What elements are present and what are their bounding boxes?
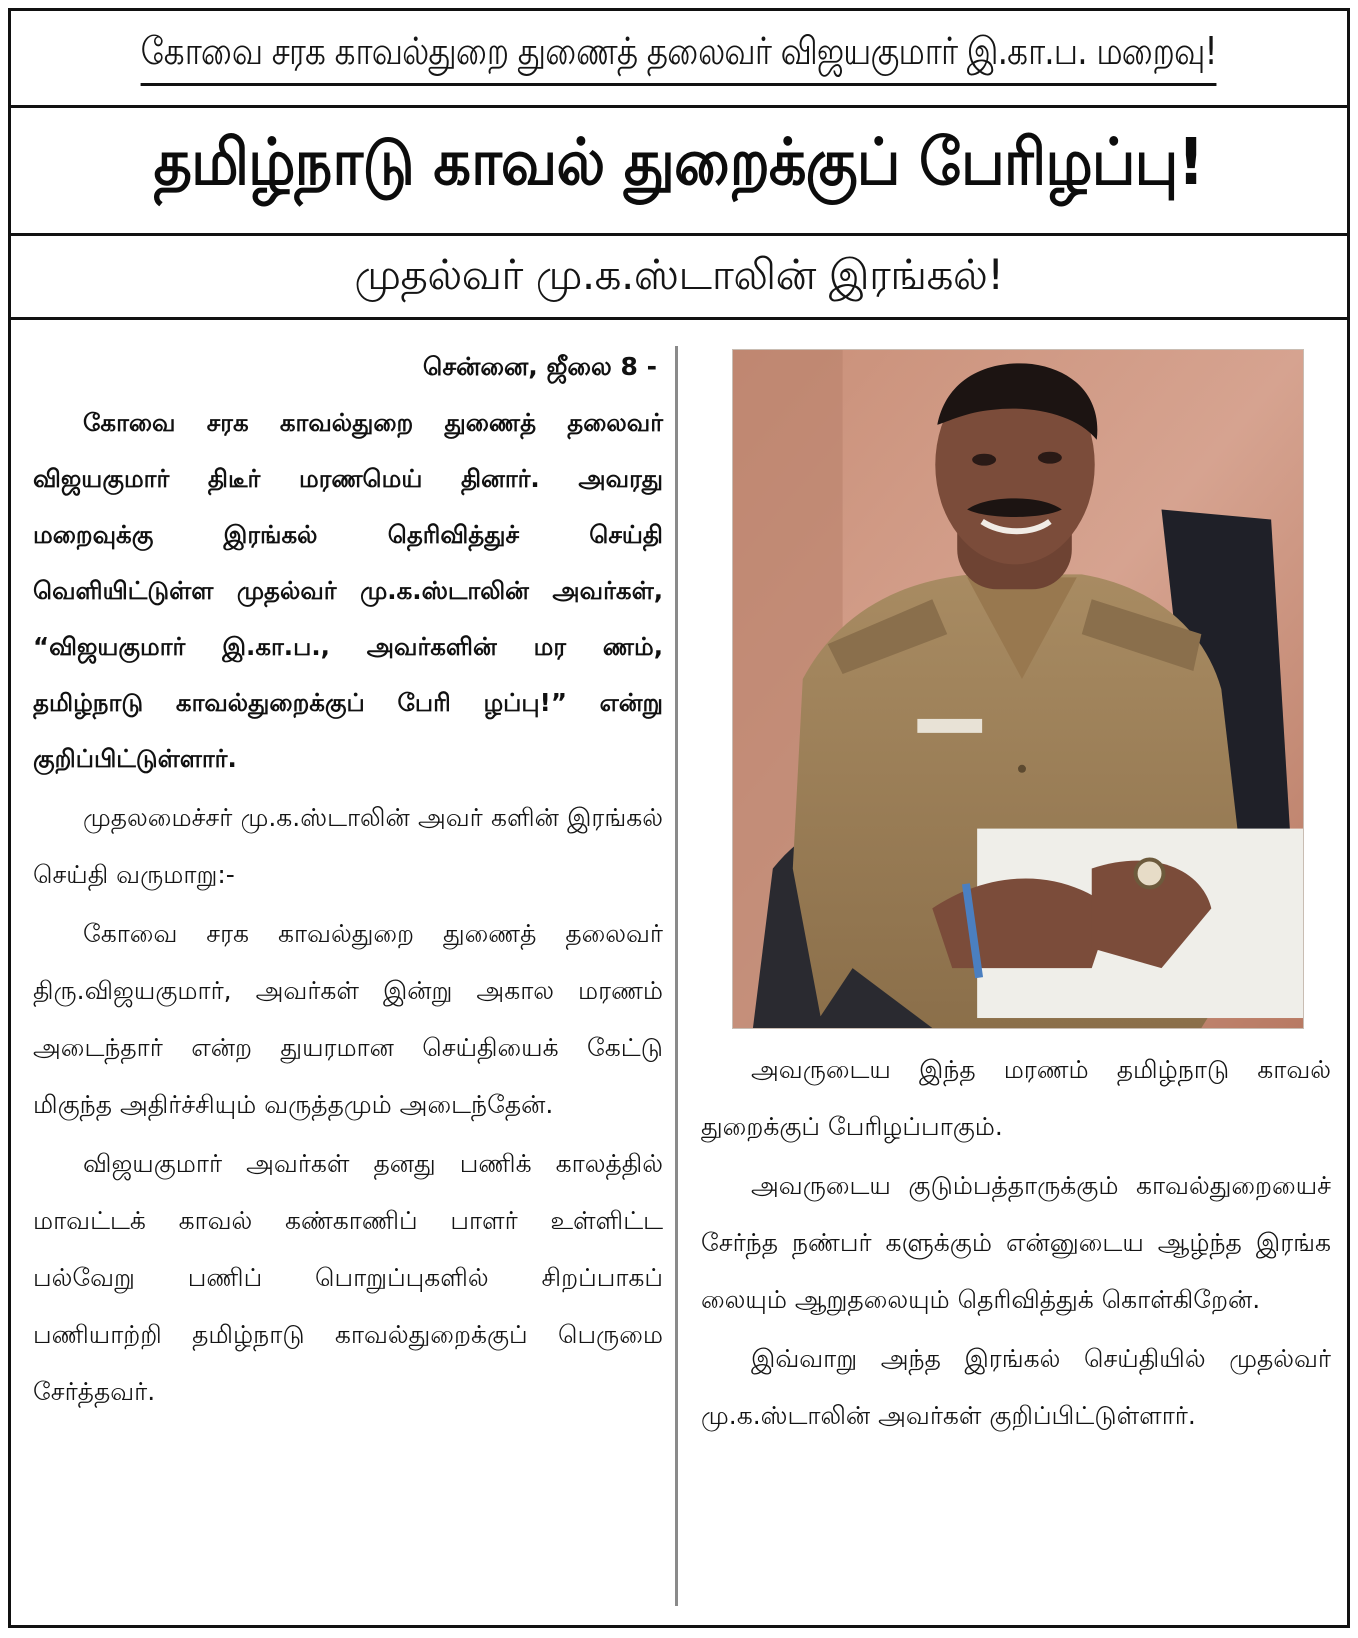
column-divider <box>675 346 678 1606</box>
left-column <box>33 339 663 1420</box>
subheadline: முதல்வர் மு.க.ஸ்டாலின் இரங்கல்! <box>354 249 1004 299</box>
officer-photo <box>732 349 1304 1029</box>
body-paragraph: இவ்வாறு அந்த இரங்கல் செய்தியில் முதல்வர் மு.க.ஸ்டாலின் அவர்கள் குறிப்பிட்டுள்ளார். <box>701 1344 1331 1430</box>
body-paragraph: கோவை சரக காவல்துறை துணைத் தலைவர் திரு.விஜயகுமார், அவர்கள் இன்று அகால மரணம் அடைந்தார் என்ற துயரமான செய்தியைக் கேட்டு மிகுந்த அதிர்ச்சியும் வருத்தமும் அடைந்தேன். <box>33 919 663 1119</box>
right-column-text <box>701 1039 1331 1444</box>
subheadline-band <box>11 237 1347 317</box>
headline-main: தமிழ்நாடு காவல் துறைக்குப் பேரிழப்பு! <box>154 126 1204 200</box>
body-paragraph: அவருடைய குடும்பத்தாருக்கும் காவல்துறையைச் சேர்ந்த நண்பர் களுக்கும் என்னுடைய ஆழ்ந்த இரங்க லையும் ஆறுதலையும் தெரிவித்துக் கொள்கிறேன். <box>701 1171 1331 1314</box>
headline-kicker-band <box>11 11 1347 103</box>
headline-main-band <box>11 107 1347 227</box>
divider-rule <box>11 233 1347 236</box>
dateline: சென்னை, ஜீலை 8 - <box>422 352 657 381</box>
lead-paragraph: கோவை சரக காவல்துறை துணைத் தலைவர் விஜயகுமார் திடீர் மரணமெய் தினார். அவரது மறைவுக்கு இரங்கல் தெரிவித்துச் செய்தி வெளியிட்டுள்ள முதல்வர் மு.க.ஸ்டாலின் அவர்கள், “விஜயகுமார் இ.கா.ப., அவர்களின் மர ணம், தமிழ்நாடு காவல்துறைக்குப் பேரி ழப்பு!” என்று குறிப்பிட்டுள்ளார். <box>33 408 663 773</box>
divider-rule <box>11 317 1347 320</box>
body-paragraph: விஜயகுமார் அவர்கள் தனது பணிக் காலத்தில் மாவட்டக் காவல் கண்காணிப் பாளர் உள்ளிட்ட பல்வேறு பணிப் பொறுப்புகளில் சிறப்பாகப் பணியாற்றி தமிழ்நாடு காவல்துறைக்குப் பெருமை சேர்த்தவர். <box>33 1149 663 1406</box>
officer-portrait-image <box>733 350 1303 1028</box>
headline-kicker: கோவை சரக காவல்துறை துணைத் தலைவர் விஜயகுமார் இ.கா.ப. மறைவு! <box>141 29 1217 86</box>
newspaper-clipping <box>8 8 1350 1628</box>
body-paragraph: முதலமைச்சர் மு.க.ஸ்டாலின் அவர் களின் இரங்கல் செய்தி வருமாறு:- <box>33 803 663 889</box>
body-paragraph: அவருடைய இந்த மரணம் தமிழ்நாடு காவல் துறைக்குப் பேரிழப்பாகும். <box>701 1055 1331 1141</box>
